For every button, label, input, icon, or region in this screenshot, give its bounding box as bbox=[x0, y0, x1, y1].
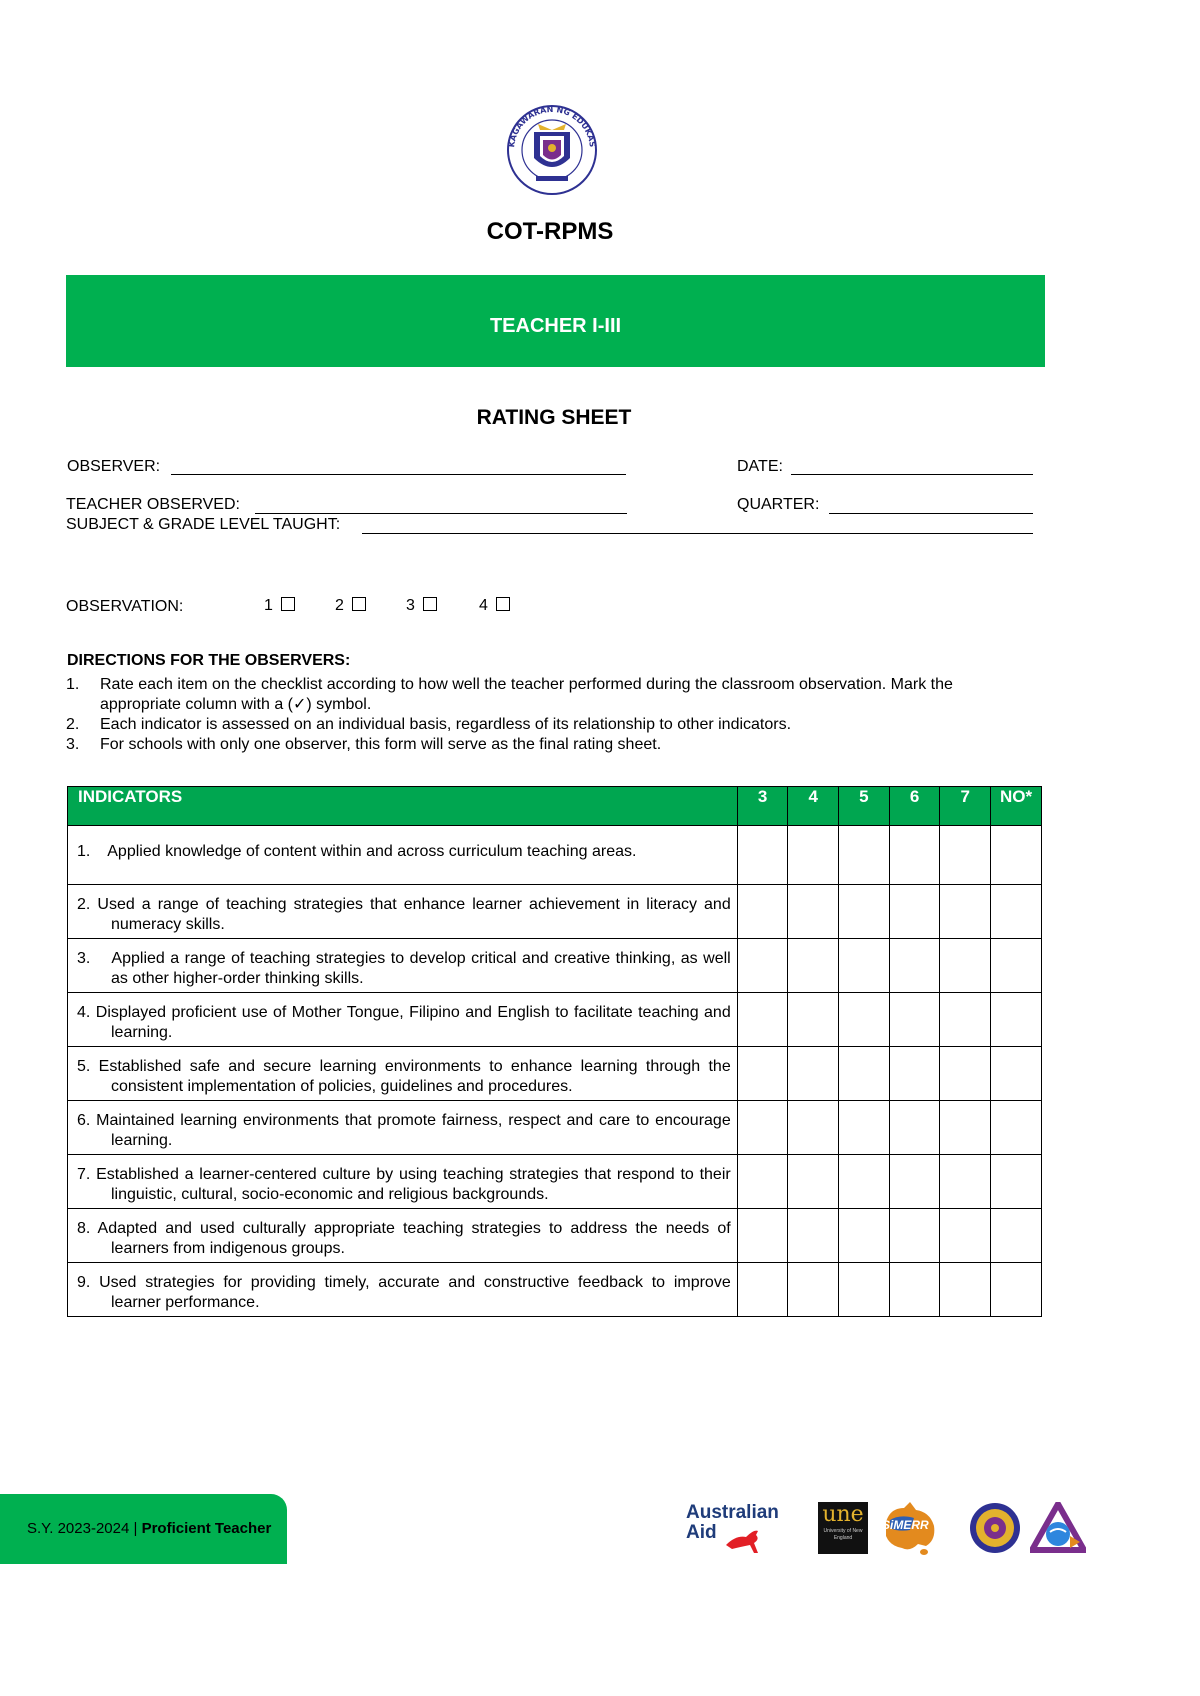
indicator-text bbox=[68, 1263, 738, 1317]
rating-cell[interactable] bbox=[940, 1047, 991, 1101]
rating-cell[interactable] bbox=[889, 939, 940, 993]
option-label: 1 bbox=[264, 597, 273, 614]
direction-number: 1. bbox=[66, 676, 80, 693]
rating-cell[interactable] bbox=[788, 1155, 839, 1209]
table-header-row bbox=[68, 787, 1042, 826]
indicator-text bbox=[68, 1101, 738, 1155]
simerr-logo bbox=[880, 1500, 938, 1556]
table-row bbox=[68, 939, 1042, 993]
header-rating-6: 6 bbox=[889, 787, 940, 826]
indicator-label: 8. Adapted and used culturally appropriate teaching strategies to address the needs of learners from indigenous groups. bbox=[77, 1220, 731, 1257]
indicator-label: 9. Used strategies for providing timely, accurate and constructive feedback to improve learner performance. bbox=[77, 1274, 731, 1311]
logo-text-une: une bbox=[822, 1502, 864, 1527]
rating-cell[interactable] bbox=[737, 1047, 788, 1101]
indicator-text bbox=[68, 993, 738, 1047]
indicator-text bbox=[68, 826, 738, 885]
rating-cell[interactable] bbox=[839, 826, 890, 885]
document-title: COT-RPMS bbox=[486, 218, 614, 245]
subject-grade-field[interactable] bbox=[362, 533, 1033, 534]
rating-cell[interactable] bbox=[889, 885, 940, 939]
observation-option-2[interactable] bbox=[335, 597, 406, 615]
observation-options bbox=[264, 597, 510, 615]
observer-label: OBSERVER: bbox=[67, 458, 161, 475]
indicator-text bbox=[68, 1209, 738, 1263]
une-logo bbox=[818, 1502, 868, 1554]
header-rating-7: 7 bbox=[940, 787, 991, 826]
logo-text-australian: Australian bbox=[686, 1502, 779, 1523]
rating-cell[interactable] bbox=[991, 1263, 1042, 1317]
table-row bbox=[68, 1209, 1042, 1263]
rating-cell[interactable] bbox=[889, 1263, 940, 1317]
checkbox[interactable] bbox=[352, 597, 366, 611]
observer-field[interactable] bbox=[171, 474, 626, 475]
rating-cell[interactable] bbox=[940, 993, 991, 1047]
indicator-label: 5. Established safe and secure learning environments to enhance learning through the consistent implementation of policies, guidelines and procedures. bbox=[77, 1058, 731, 1095]
rating-cell[interactable] bbox=[788, 826, 839, 885]
rating-cell[interactable] bbox=[940, 1209, 991, 1263]
direction-number: 3. bbox=[66, 736, 80, 753]
indicator-label: 7. Established a learner-centered culture by using teaching strategies that respond to their linguistic, cultural, socio-economic and religious backgrounds. bbox=[77, 1166, 731, 1203]
option-label: 2 bbox=[335, 597, 344, 614]
table-row bbox=[68, 826, 1042, 885]
indicator-label: 2. Used a range of teaching strategies that enhance learner achievement in literacy and numeracy skills. bbox=[77, 896, 731, 933]
rating-cell[interactable] bbox=[991, 885, 1042, 939]
direction-text: Rate each item on the checklist according to how well the teacher performed during the classroom observation. Mark the appropriate column with a (✓) symbol. bbox=[100, 676, 953, 713]
svg-text:KAGAWARAN NG EDUKASYON: KAGAWARAN NG EDUKAS bbox=[507, 104, 597, 148]
rating-cell[interactable] bbox=[839, 1155, 890, 1209]
rating-cell[interactable] bbox=[737, 1101, 788, 1155]
option-label: 4 bbox=[479, 597, 488, 614]
rating-cell[interactable] bbox=[991, 1047, 1042, 1101]
rating-cell[interactable] bbox=[889, 1047, 940, 1101]
rating-cell[interactable] bbox=[839, 1047, 890, 1101]
option-label: 3 bbox=[406, 597, 415, 614]
table-row bbox=[68, 1263, 1042, 1317]
rating-cell[interactable] bbox=[788, 939, 839, 993]
observation-option-3[interactable] bbox=[406, 597, 479, 615]
indicator-label: 3. Applied a range of teaching strategies to develop critical and creative thinking, as well as other higher-order thinking skills. bbox=[77, 950, 731, 987]
checkbox[interactable] bbox=[423, 597, 437, 611]
quarter-field[interactable] bbox=[829, 513, 1033, 514]
indicator-text bbox=[68, 1047, 738, 1101]
rating-cell[interactable] bbox=[991, 1155, 1042, 1209]
rating-cell[interactable] bbox=[737, 1209, 788, 1263]
rating-cell[interactable] bbox=[788, 1263, 839, 1317]
rating-cell[interactable] bbox=[889, 1209, 940, 1263]
indicators-table bbox=[67, 786, 1042, 1317]
rating-cell[interactable] bbox=[991, 826, 1042, 885]
rating-sheet-title: RATING SHEET bbox=[476, 406, 632, 429]
date-field[interactable] bbox=[791, 474, 1033, 475]
direction-number: 2. bbox=[66, 716, 80, 733]
rating-cell[interactable] bbox=[839, 1263, 890, 1317]
directions-heading: DIRECTIONS FOR THE OBSERVERS: bbox=[67, 652, 351, 669]
australian-aid-logo bbox=[686, 1503, 796, 1555]
logo-text-aid: Aid bbox=[686, 1522, 717, 1543]
rating-cell[interactable] bbox=[788, 1209, 839, 1263]
rating-cell[interactable] bbox=[737, 939, 788, 993]
rating-cell[interactable] bbox=[839, 993, 890, 1047]
date-label: DATE: bbox=[737, 458, 783, 475]
logo-text-simerr: SiMERR bbox=[882, 1518, 929, 1532]
teacher-observed-label: TEACHER OBSERVED: bbox=[66, 496, 240, 513]
rating-cell[interactable] bbox=[737, 993, 788, 1047]
teacher-observed-field[interactable] bbox=[255, 513, 627, 514]
direction-item bbox=[66, 735, 1001, 755]
rating-cell[interactable] bbox=[889, 1101, 940, 1155]
rating-cell[interactable] bbox=[788, 885, 839, 939]
indicator-label: 1. Applied knowledge of content within and across curriculum teaching areas. bbox=[77, 843, 637, 860]
quarter-label: QUARTER: bbox=[737, 496, 820, 513]
direction-item bbox=[66, 675, 1001, 715]
rating-cell[interactable] bbox=[940, 826, 991, 885]
observation-option-4[interactable] bbox=[479, 597, 510, 615]
rating-cell[interactable] bbox=[839, 1101, 890, 1155]
rating-cell[interactable] bbox=[788, 1101, 839, 1155]
table-row bbox=[68, 1047, 1042, 1101]
direction-text: Each indicator is assessed on an individual basis, regardless of its relationship to other indicators. bbox=[100, 716, 792, 733]
observation-label: OBSERVATION: bbox=[66, 598, 184, 615]
school-year: S.Y. 2023-2024 | bbox=[27, 1520, 138, 1537]
rating-cell[interactable] bbox=[788, 1047, 839, 1101]
direction-text: For schools with only one observer, this form will serve as the final rating sheet. bbox=[100, 736, 662, 753]
rating-cell[interactable] bbox=[788, 993, 839, 1047]
rating-cell[interactable] bbox=[839, 1209, 890, 1263]
triangle-globe-icon bbox=[1030, 1502, 1086, 1554]
rating-cell[interactable] bbox=[839, 939, 890, 993]
rating-cell[interactable] bbox=[991, 1209, 1042, 1263]
position-banner bbox=[66, 275, 1045, 367]
rating-cell[interactable] bbox=[940, 1155, 991, 1209]
rating-cell[interactable] bbox=[889, 993, 940, 1047]
rating-cell[interactable] bbox=[940, 1263, 991, 1317]
rating-cell[interactable] bbox=[991, 939, 1042, 993]
header-not-observed: NO* bbox=[991, 787, 1042, 826]
rating-cell[interactable] bbox=[991, 993, 1042, 1047]
observation-option-1[interactable] bbox=[264, 597, 335, 615]
institution-seal-logo bbox=[968, 1502, 1022, 1554]
rating-cell[interactable] bbox=[940, 939, 991, 993]
header-rating-5: 5 bbox=[839, 787, 890, 826]
rating-cell[interactable] bbox=[889, 1155, 940, 1209]
rating-cell[interactable] bbox=[940, 1101, 991, 1155]
partner-logo bbox=[1030, 1502, 1086, 1554]
deped-seal bbox=[500, 102, 604, 196]
table-row bbox=[68, 885, 1042, 939]
indicator-text bbox=[68, 1155, 738, 1209]
rating-cell[interactable] bbox=[839, 885, 890, 939]
table-row bbox=[68, 993, 1042, 1047]
header-rating-4: 4 bbox=[788, 787, 839, 826]
header-indicators: INDICATORS bbox=[68, 787, 738, 826]
banner-text: TEACHER I-III bbox=[489, 315, 622, 337]
checkbox[interactable] bbox=[496, 597, 510, 611]
kangaroo-icon bbox=[724, 1525, 766, 1555]
rating-cell[interactable] bbox=[991, 1101, 1042, 1155]
table-row bbox=[68, 1155, 1042, 1209]
direction-item bbox=[66, 715, 1001, 735]
logo-text-une-sub: University of New England bbox=[823, 1528, 863, 1541]
rating-cell[interactable] bbox=[737, 885, 788, 939]
rating-cell[interactable] bbox=[737, 1155, 788, 1209]
directions-list bbox=[66, 675, 1001, 755]
indicator-text bbox=[68, 939, 738, 993]
subject-grade-label: SUBJECT & GRADE LEVEL TAUGHT: bbox=[66, 516, 341, 533]
indicator-text bbox=[68, 885, 738, 939]
rating-cell[interactable] bbox=[737, 1263, 788, 1317]
header-rating-3: 3 bbox=[737, 787, 788, 826]
teacher-level: Proficient Teacher bbox=[141, 1520, 272, 1537]
rating-cell[interactable] bbox=[737, 826, 788, 885]
indicator-label: 4. Displayed proficient use of Mother Tongue, Filipino and English to facilitate teaching and learning. bbox=[77, 1004, 731, 1041]
rating-cell[interactable] bbox=[940, 885, 991, 939]
footer-label bbox=[27, 1520, 271, 1537]
seal-icon bbox=[968, 1502, 1022, 1554]
rating-cell[interactable] bbox=[889, 826, 940, 885]
checkbox[interactable] bbox=[281, 597, 295, 611]
indicator-label: 6. Maintained learning environments that promote fairness, respect and care to encourage learning. bbox=[77, 1112, 731, 1149]
table-row bbox=[68, 1101, 1042, 1155]
